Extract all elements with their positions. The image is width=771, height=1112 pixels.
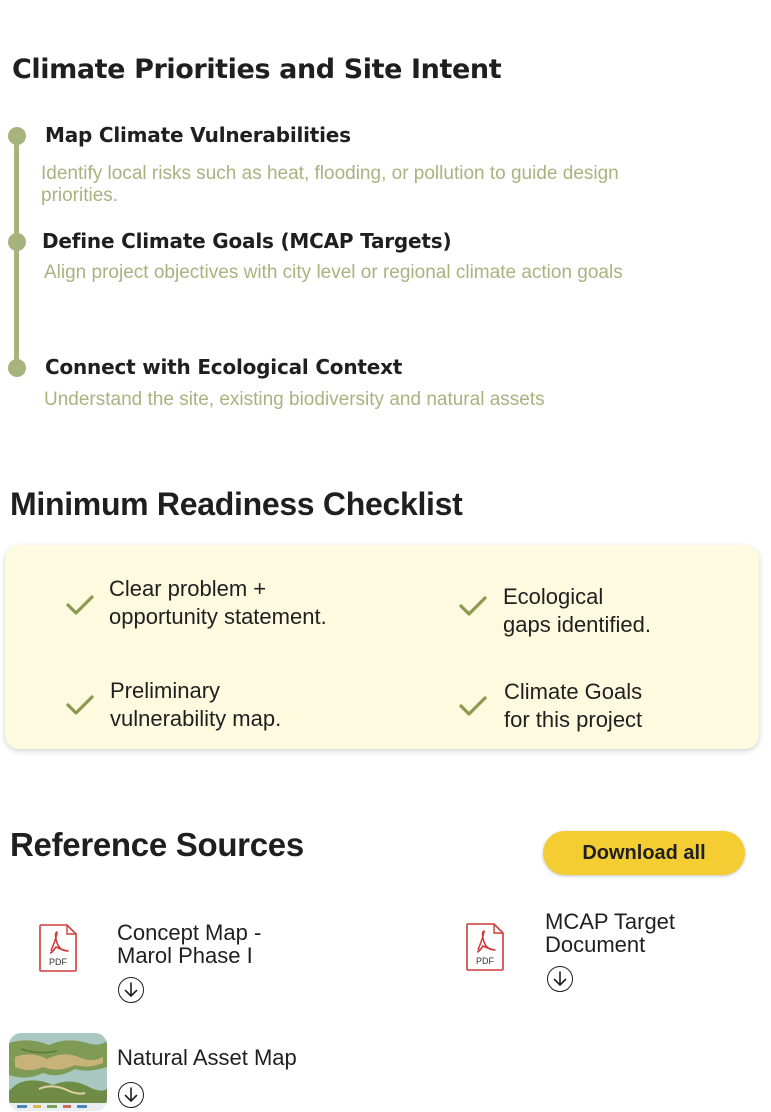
reference-label-line: MCAP Target	[545, 909, 676, 934]
reference-label-line: Marol Phase I	[117, 943, 253, 968]
reference-label-line: Document	[545, 932, 646, 957]
checklist-item	[504, 678, 642, 734]
svg-text:PDF: PDF	[49, 957, 67, 967]
checklist-item-line: opportunity statement.	[109, 604, 327, 629]
timeline-dot	[8, 127, 26, 145]
section-title-checklist: Minimum Readiness Checklist	[10, 486, 463, 522]
pdf-icon[interactable]	[38, 923, 78, 973]
step-description-line: Identify local risks such as heat, flooding, or pollution to guide design	[41, 163, 619, 184]
checklist-item-line: vulnerability map.	[110, 706, 282, 731]
timeline-dot	[8, 359, 26, 377]
pdf-icon[interactable]	[465, 922, 505, 972]
checklist-item-line: Ecological	[503, 584, 604, 609]
download-icon[interactable]	[547, 966, 573, 992]
checkmark-icon	[458, 594, 488, 618]
step-description: Understand the site, existing biodiversity and natural assets	[44, 389, 545, 410]
step-description: Align project objectives with city level or regional climate action goals	[44, 262, 623, 283]
download-icon[interactable]	[118, 977, 144, 1003]
checklist-item-line: Clear problem +	[109, 576, 267, 601]
step-title: Map Climate Vulnerabilities	[45, 123, 351, 147]
reference-label[interactable]	[545, 910, 675, 956]
step-title: Connect with Ecological Context	[45, 355, 403, 379]
reference-label[interactable]	[117, 921, 261, 967]
download-all-button[interactable]: Download all	[543, 831, 745, 875]
step-description	[41, 163, 619, 207]
svg-text:PDF: PDF	[476, 956, 494, 966]
checklist-item	[110, 677, 281, 733]
map-thumbnail[interactable]	[9, 1033, 107, 1111]
step-title: Define Climate Goals (MCAP Targets)	[42, 229, 452, 253]
checklist-item-line: gaps identified.	[503, 612, 651, 637]
checklist-item-line: Climate Goals	[504, 679, 643, 704]
download-icon[interactable]	[118, 1082, 144, 1108]
checkmark-icon	[458, 694, 488, 718]
checklist-item	[109, 575, 327, 631]
section-title-climate-priorities: Climate Priorities and Site Intent	[12, 54, 502, 85]
section-title-references: Reference Sources	[10, 826, 304, 863]
timeline-dot	[8, 233, 26, 251]
reference-label[interactable]: Natural Asset Map	[117, 1045, 297, 1070]
checkmark-icon	[65, 693, 95, 717]
checklist-item-line: Preliminary	[110, 678, 221, 703]
checkmark-icon	[65, 593, 95, 617]
checklist-item-line: for this project	[504, 707, 643, 732]
reference-label-line: Concept Map -	[117, 920, 262, 945]
checklist-item	[503, 583, 651, 639]
step-description-line: priorities.	[41, 185, 119, 206]
timeline-line	[14, 136, 19, 370]
